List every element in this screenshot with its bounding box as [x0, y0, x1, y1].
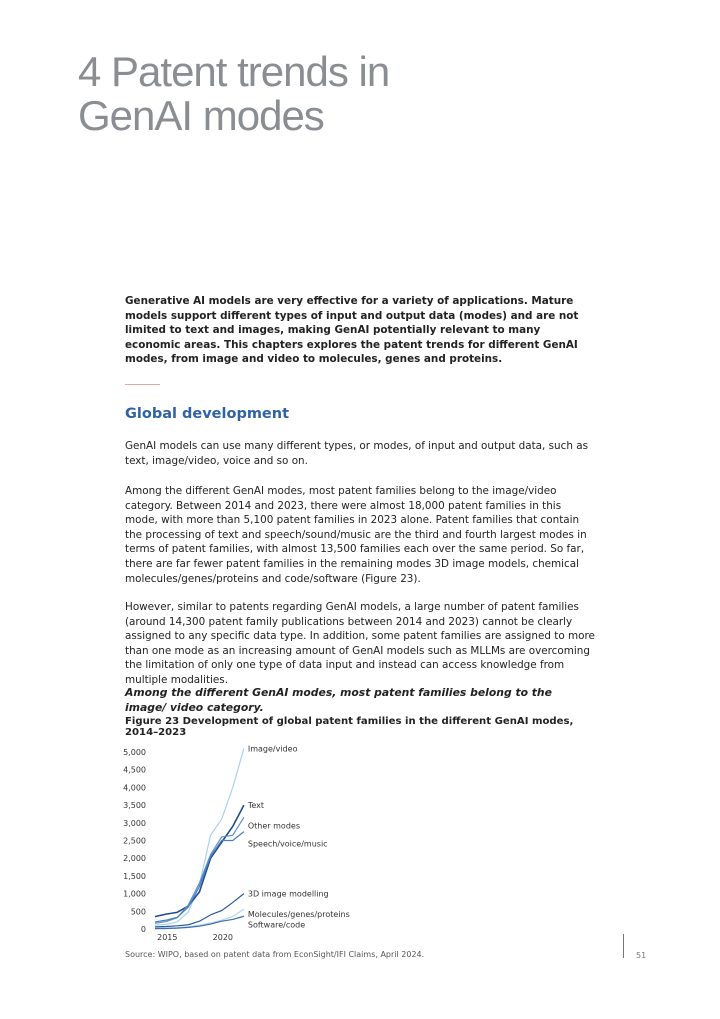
page-number: 51: [636, 951, 647, 960]
chapter-title: [78, 50, 638, 138]
series-label: Image/video: [247, 744, 298, 754]
x-axis-labels: [157, 933, 233, 942]
figure-callout: Among the different GenAI modes, most patent families belong to the image/ video category.: [125, 686, 552, 714]
section-heading: Global development: [125, 406, 290, 422]
series-label: Other modes: [247, 821, 301, 831]
series-line-molecules-genes-proteins: [155, 909, 244, 928]
y-axis-labels: [123, 748, 146, 934]
series-label: Speech/voice/music: [247, 839, 328, 849]
series-label: Software/code: [247, 920, 306, 930]
body-paragraph-1: GenAI models can use many different types, or modes, of input and output data, such as text, image/video, voice and so on.: [125, 440, 589, 467]
y-tick-label: 4,500: [123, 765, 146, 775]
y-tick-label: 3,500: [123, 801, 146, 811]
chapter-title-line-2: GenAI modes: [78, 92, 324, 139]
y-tick-label: 500: [130, 907, 146, 917]
intro-paragraph: Generative AI models are very effective for a variety of applications. Mature models support different types of input and output data (modes) and are not limited to text and images, making GenAI potentially relevant to many economic areas. This chapters explores the patent trends for different GenAI modes, from image and video to molecules, genes and proteins.: [125, 295, 579, 366]
series-lines: [155, 748, 244, 928]
figure-source: Source: WIPO, based on patent data from EconSight/IFI Claims, April 2024.: [125, 950, 425, 959]
y-tick-label: 3,000: [123, 818, 146, 828]
x-tick-label: 2020: [212, 933, 234, 942]
y-tick-label: 2,000: [123, 854, 146, 864]
y-tick-label: 5,000: [123, 748, 146, 757]
y-tick-label: 1,000: [123, 889, 146, 899]
body-paragraph-2: Among the different GenAI modes, most patent families belong to the image/video category. Between 2014 and 2023, there were almost 18,000 patent families in this mode, with more than 5,100 patent families in 2023 alone. Patent families that contain the processing of text and speech/sound/music are the third and fourth largest modes in terms of patent families, with almost 13,500 families each over the same period. So far, there are far fewer patent families in the remaining modes 3D image models, chemical molecules/genes/proteins and code/software (Figure 23).: [125, 485, 587, 585]
series-line-other-modes: [155, 817, 244, 923]
series-labels: [247, 744, 350, 929]
body-paragraph-3: However, similar to patents regarding GenAI models, a large number of patent families (around 14,300 patent family publications between 2014 and 2023) cannot be clearly assigned to any specific data type. In addition, some patent families are assigned to more than one mode as an increasing amount of GenAI models such as MLLMs are overcoming the limitation of only one type of data input and instead can access knowledge from multiple modalities.: [125, 601, 595, 686]
y-tick-label: 4,000: [123, 783, 146, 793]
series-line-image-video: [155, 748, 244, 925]
y-tick-label: 1,500: [123, 871, 146, 881]
y-tick-label: 2,500: [123, 836, 146, 846]
x-tick-label: 2015: [157, 933, 178, 942]
series-line-3d-image-modelling: [155, 894, 244, 927]
chapter-title-line-1: 4 Patent trends in: [78, 48, 390, 95]
series-label: Text: [247, 801, 265, 811]
y-tick-label: 0: [140, 925, 146, 934]
series-label: 3D image modelling: [247, 889, 329, 899]
series-line-speech-voice-music: [155, 832, 244, 922]
page-number-rule: [623, 934, 624, 958]
series-label: Molecules/genes/proteins: [247, 910, 350, 920]
figure-caption: Figure 23 Development of global patent families in the different GenAI modes, 2014–2023: [125, 716, 574, 738]
figure-23-chart: [120, 740, 380, 949]
line-chart-svg: [120, 740, 380, 945]
section-divider: [125, 384, 160, 385]
series-line-text: [155, 805, 244, 917]
